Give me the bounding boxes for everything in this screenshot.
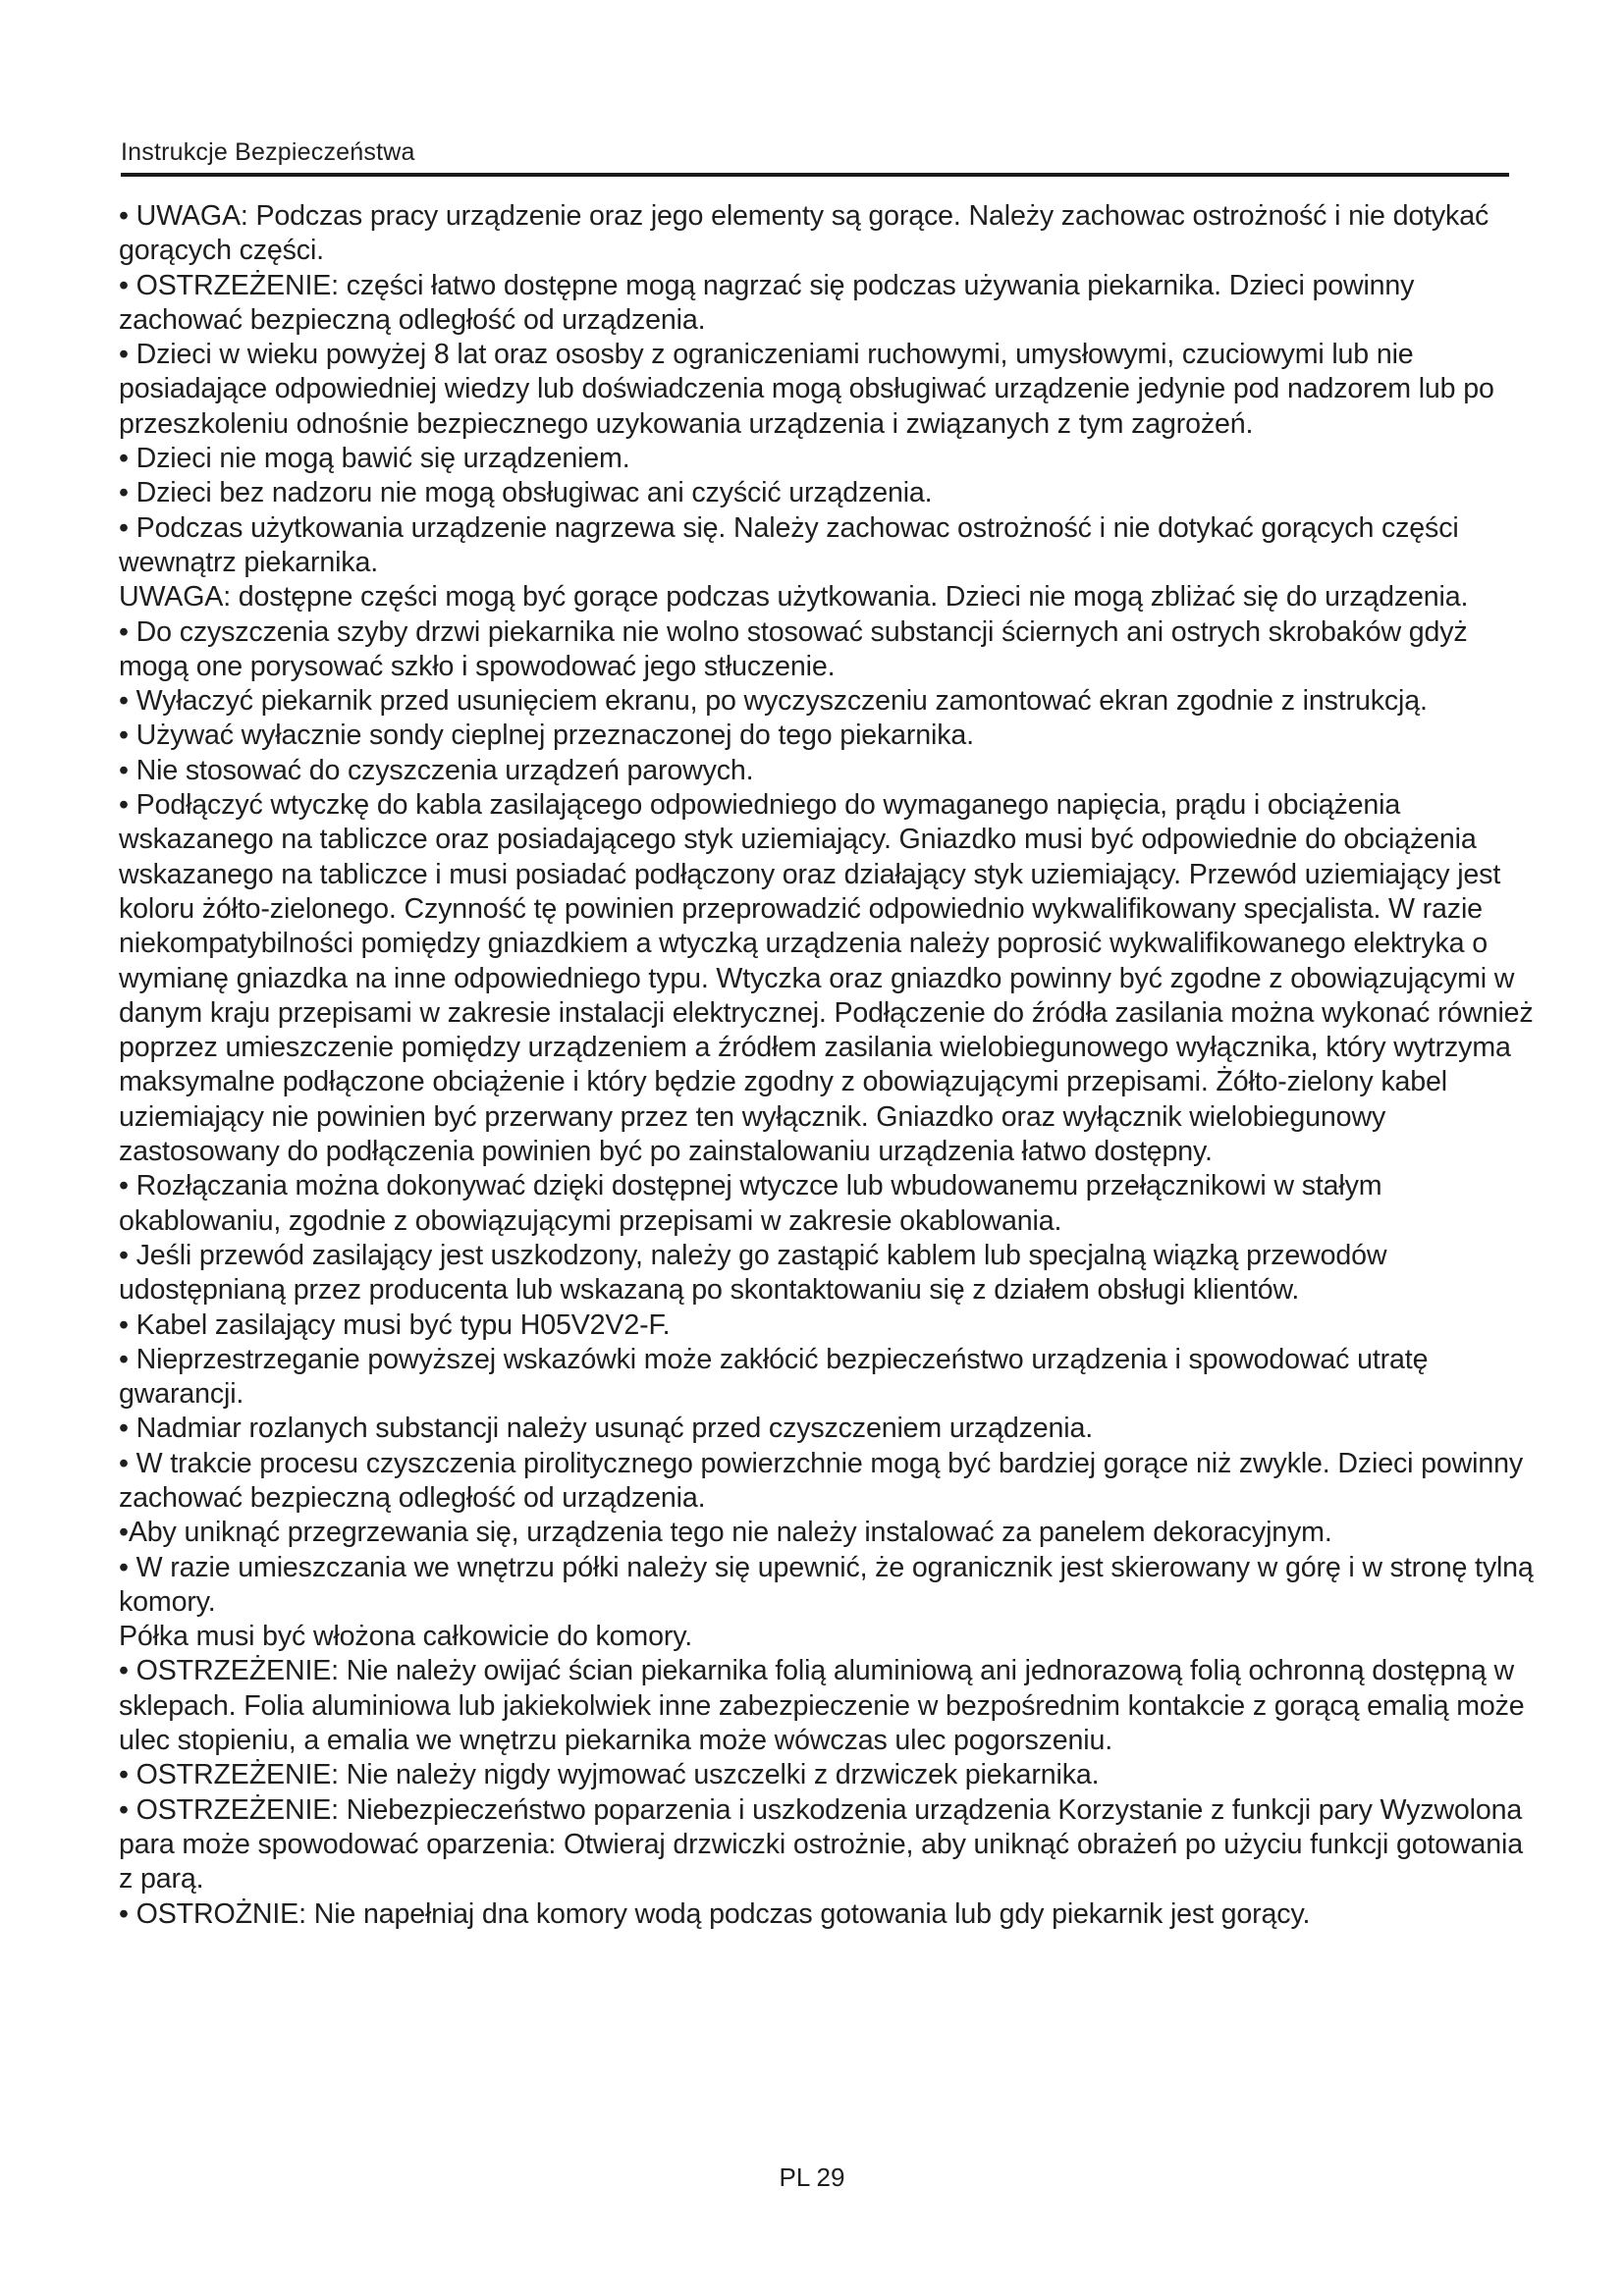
paragraph: • Używać wyłacznie sondy cieplnej przeznaczonej do tego piekarnika. — [119, 720, 974, 752]
paragraph: • OSTRZEŻENIE: części łatwo dostępne mogą nagrzać się podczas używania piekarnika. Dzieci powinny zachować bezpieczną odległość od urządzenia. — [119, 269, 1415, 336]
paragraph: • UWAGA: Podczas pracy urządzenie oraz jego elementy są gorące. Należy zachowac ostrożność i nie dotykać gorących części. — [119, 200, 1489, 267]
header-title: Instrukcje Bezpieczeństwa — [121, 138, 415, 166]
page-number: PL 29 — [779, 2163, 845, 2192]
paragraph: • Jeśli przewód zasilający jest uszkodzony, należy go zastąpić kablem lub specjalną wiązką przewodów udostępnianą przez producenta lub wskazaną po skontaktowaniu się z działem obsługi klientów. — [119, 1239, 1387, 1307]
paragraph: •Aby uniknąć przegrzewania się, urządzenia tego nie należy instalować za panelem dekoracyjnym. — [119, 1517, 1332, 1549]
paragraph: • Dzieci bez nadzoru nie mogą obsługiwac ani czyścić urządzenia. — [119, 477, 933, 509]
paragraph: • W razie umieszczania we wnętrzu półki należy się upewnić, że ogranicznik jest skierowany w górę i w stronę tylną komory. — [119, 1551, 1534, 1618]
paragraph: • OSTRZEŻENIE: Niebezpieczeństwo poparzenia i uszkodzenia urządzenia Korzystanie z funkcji pary Wyzwolona para może spowodować oparzenia: Otwieraj drzwiczki ostrożnie, aby uniknąć obrażeń po użyciu funkcji gotowania z parą. — [119, 1793, 1523, 1896]
paragraph: • Nie stosować do czyszczenia urządzeń parowych. — [119, 754, 754, 786]
page-header — [121, 133, 1509, 177]
paragraph: • Kabel zasilający musi być typu H05V2V2-F. — [119, 1308, 671, 1341]
safety-instructions-body — [119, 199, 1543, 1932]
paragraph: • Dzieci w wieku powyżej 8 lat oraz ososby z ograniczeniami ruchowymi, umysłowymi, czuciowymi lub nie posiadające odpowiedniej wiedzy lub doświadczenia mogą obsługiwać urządzenie jedynie pod nadzorem lub po przeszkoleniu odnośnie bezpiecznego uzykowania urządzenia i związanych z tym zagrożeń. — [119, 339, 1494, 440]
paragraph: • OSTRZEŻENIE: Nie należy nigdy wyjmować uszczelki z drzwiczek piekarnika. — [119, 1759, 1100, 1791]
paragraph: UWAGA: dostępne części mogą być gorące podczas użytkowania. Dzieci nie mogą zbliżać się do urządzenia. — [119, 581, 1469, 614]
paragraph: • Podłączyć wtyczkę do kabla zasilającego odpowiedniego do wymaganego napięcia, prądu i obciążenia wskazanego na tabliczce oraz posiadającego styk uziemiający. Gniazdko musi być odpowiednie do obciążenia wskazanego na tabliczce i musi posiadać podłączony oraz działający styk uziemiający. Przewód uziemiający jest koloru żółto-zielonego. Czynność tę powinien przeprowadzić odpowiednio wykwalifikowany specjalista. W razie niekompatybilności pomiędzy gniazdkiem a wtyczką urządzenia należy poprosić wykwalifikowanego elektryka o wymianę gniazdka na inne odpowiedniego typu. Wtyczka oraz gniazdko powinny być zgodne z obowiązującymi w danym kraju przepisami w zakresie instalacji elektrycznej. Podłączenie do źródła zasilania można wykonać również poprzez umieszczenie pomiędzy urządzeniem a źródłem zasilania wielobiegunowego wyłącznika, który wytrzyma maksymalne podłączone obciążenie i który będzie zgodny z obowiązującymi przepisami. Żółto-zielony kabel uziemiający nie powinien być przerwany przez ten wyłącznik. Gniazdko oraz wyłącznik wielobiegunowy zastosowany do podłączenia powinien być po zainstalowaniu urządzenia łatwo dostępny. — [119, 789, 1534, 1168]
paragraph: • Do czyszczenia szyby drzwi piekarnika nie wolno stosować substancji ściernych ani ostrych skrobaków gdyż mogą one porysować szkło i spowodować jego stłuczenie. — [119, 615, 1468, 682]
paragraph: • OSTROŻNIE: Nie napełniaj dna komory wodą podczas gotowania lub gdy piekarnik jest gorący. — [119, 1897, 1311, 1930]
paragraph: • OSTRZEŻENIE: Nie należy owijać ścian piekarnika folią aluminiową ani jednorazową folią ochronną dostępną w sklepach. Folia aluminiowa lub jakiekolwiek inne zabezpieczenie w bezpośrednim kontakcie z gorącą emalią może ulec stopieniu, a emalia we wnętrzu piekarnika może wówczas ulec pogorszeniu. — [119, 1655, 1525, 1757]
paragraph: • Podczas użytkowania urządzenie nagrzewa się. Należy zachowac ostrożność i nie dotykać gorących części wewnątrz piekarnika. — [119, 511, 1459, 578]
paragraph: • Nieprzestrzeganie powyższej wskazówki może zakłócić bezpieczeństwo urządzenia i spowodować utratę gwarancji. — [119, 1343, 1429, 1411]
paragraph: • Nadmiar rozlanych substancji należy usunąć przed czyszczeniem urządzenia. — [119, 1413, 1094, 1445]
paragraph: • Rozłączania można dokonywać dzięki dostępnej wtyczce lub wbudowanemu przełącznikowi w stałym okablowaniu, zgodnie z obowiązującymi przepisami w zakresie okablowania. — [119, 1170, 1382, 1237]
paragraph: • W trakcie procesu czyszczenia pirolitycznego powierzchnie mogą być bardziej gorące niż zwykle. Dzieci powinny zachować bezpieczną odległość od urządzenia. — [119, 1447, 1524, 1514]
paragraph: Półka musi być włożona całkowicie do komory. — [119, 1621, 693, 1653]
paragraph: • Dzieci nie mogą bawić się urządzeniem. — [119, 443, 630, 475]
paragraph: • Wyłaczyć piekarnik przed usunięciem ekranu, po wyczyszczeniu zamontować ekran zgodnie z instrukcją. — [119, 685, 1428, 718]
